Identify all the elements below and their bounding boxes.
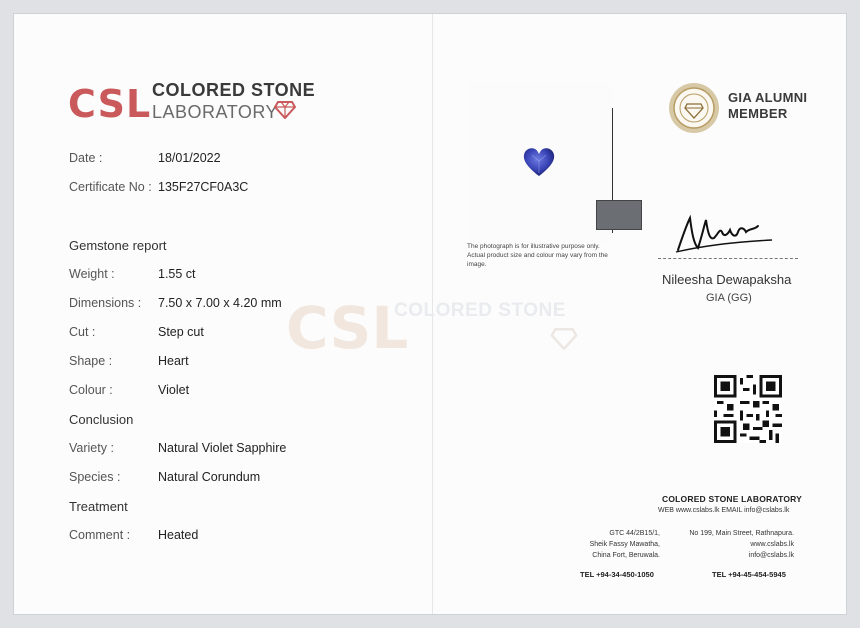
comment-label: Comment : — [69, 528, 131, 542]
address-line: Sheik Fassy Mawatha, — [589, 541, 660, 548]
treatment-heading: Treatment — [69, 499, 128, 514]
cert-value: 135F27CF0A3C — [158, 180, 249, 194]
footer-right-address — [672, 528, 794, 561]
species-label: Species : — [69, 470, 121, 484]
colour-value: Violet — [158, 383, 190, 397]
footer-web-email: WEB www.cslabs.lk EMAIL info@cslabs.lk — [658, 507, 790, 514]
gia-line1: GIA ALUMNI — [728, 90, 808, 105]
watermark-csl: CSL — [286, 294, 409, 362]
cert-label: Certificate No : — [69, 180, 152, 194]
cut-label: Cut : — [69, 325, 96, 339]
qr-code — [714, 375, 782, 443]
watermark-text: COLORED STONE — [394, 300, 566, 321]
shape-label: Shape : — [69, 354, 113, 368]
colour-label: Colour : — [69, 383, 113, 397]
gemstone-report-heading: Gemstone report — [69, 238, 167, 253]
signatory-name: Nileesha Dewapaksha — [662, 272, 792, 287]
signature-line — [658, 258, 798, 259]
address-line: China Fort, Beruwala. — [592, 552, 660, 559]
photo-disclaimer: The photograph is for illustrative purpose only. Actual product size and colour may vary from the image. — [467, 243, 608, 268]
comment-value: Heated — [158, 528, 199, 542]
weight-label: Weight : — [69, 267, 115, 281]
cut-value: Step cut — [158, 325, 204, 339]
email-link: info@cslabs.lk — [748, 552, 794, 559]
gia-seal-icon — [668, 82, 720, 134]
address-line: No 199, Main Street, Rathnapura. — [689, 530, 794, 537]
scale-card — [596, 200, 642, 230]
species-value: Natural Corundum — [158, 470, 261, 484]
shape-value: Heart — [158, 354, 189, 368]
footer-left-address — [560, 528, 660, 561]
footer-tel-right: TEL +94-45-454-5945 — [712, 570, 786, 579]
conclusion-heading: Conclusion — [69, 412, 134, 427]
heart-gemstone-image — [522, 146, 556, 178]
footer-title: COLORED STONE LABORATORY — [662, 494, 803, 504]
logo-line2: LABORATORY — [152, 102, 279, 122]
weight-value: 1.55 ct — [158, 267, 196, 281]
address-line: GTC 44/2B15/1, — [609, 530, 660, 537]
website-link: www.cslabs.lk — [750, 541, 794, 548]
gia-line2: MEMBER — [728, 106, 788, 121]
watermark-diamond-icon — [550, 328, 578, 350]
signature — [672, 208, 782, 258]
dimensions-value: 7.50 x 7.00 x 4.20 mm — [158, 296, 282, 310]
footer-tel-left: TEL +94-34-450-1050 — [580, 570, 654, 579]
dimensions-label: Dimensions : — [69, 296, 142, 310]
diamond-logo-icon — [274, 101, 296, 119]
date-label: Date : — [69, 151, 103, 165]
date-value: 18/01/2022 — [158, 151, 221, 165]
variety-value: Natural Violet Sapphire — [158, 441, 287, 455]
variety-label: Variety : — [69, 441, 114, 455]
logo-line1: COLORED STONE — [152, 80, 316, 100]
gia-alumni-text — [728, 90, 807, 122]
logo-csl: CSL — [68, 82, 152, 126]
signatory-title: GIA (GG) — [706, 292, 752, 304]
